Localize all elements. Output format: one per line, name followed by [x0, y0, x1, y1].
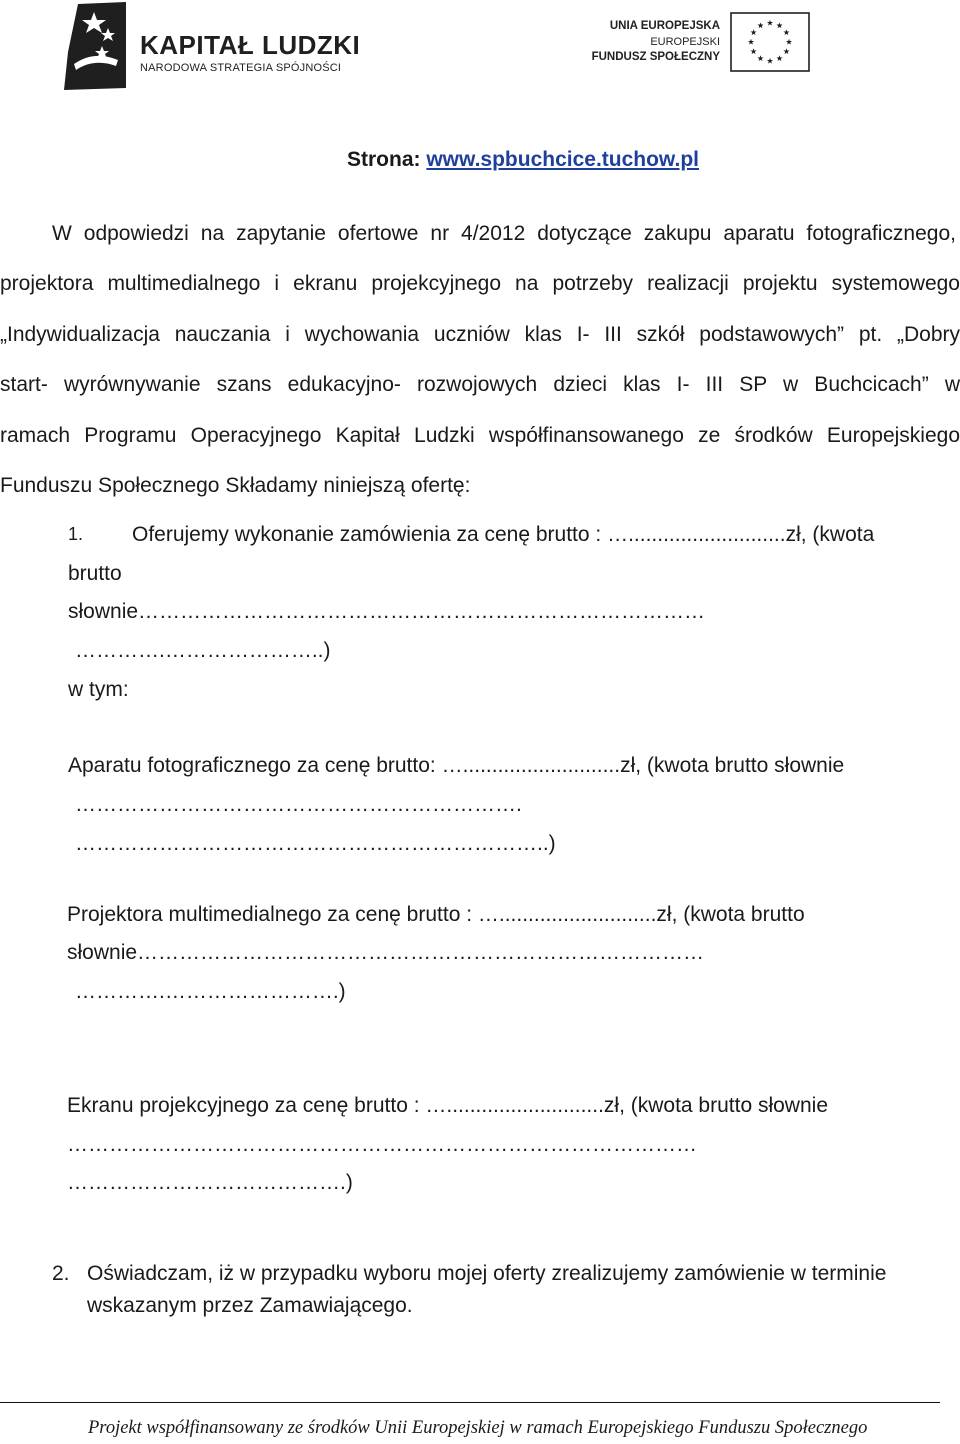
footer-divider [0, 1402, 940, 1403]
eu-logo-line3: FUNDUSZ SPOŁECZNY [591, 51, 720, 63]
intro-line-4: start- wyrównywanie szans edukacyjno- rozwojowych dzieci klas I- III SP w Buchcicach” w [0, 373, 960, 396]
intro-line-1: W odpowiedzi na zapytanie ofertowe nr 4/2012 dotyczące zakupu aparatu fotograficznego, [52, 222, 956, 245]
projector-words-line-1: słownie……………………………………………………………………… [67, 941, 705, 964]
camera-words-line-1: ………………………………………………………. [75, 793, 522, 816]
website-link[interactable]: www.spbuchcice.tuchow.pl [426, 148, 699, 171]
item-1-number: 1. [68, 524, 84, 544]
item-2-line-2: wskazanym przez Zamawiającego. [87, 1294, 413, 1317]
intro-line-5: ramach Programu Operacyjnego Kapitał Ludzki współfinansowanego ze środków Europejskiego [0, 424, 960, 447]
item-1-slownie-continued: ………….…………………..) [75, 639, 331, 662]
website-line [347, 148, 699, 172]
item-2-line-1: Oświadczam, iż w przypadku wyboru mojej oferty zrealizujemy zamówienie w terminie [87, 1262, 887, 1285]
projector-words-line-2: ………….…………………….) [75, 980, 346, 1003]
kapital-ludzki-logo-subtitle: NARODOWA STRATEGIA SPÓJNOŚCI [140, 62, 342, 74]
intro-line-3: „Indywidualizacja nauczania i wychowania uczniów klas I- III szkół podstawowych” pt. „Dobry [0, 323, 960, 346]
screen-words-line-1: ……………………………………………………………………………… [67, 1133, 697, 1156]
item-1-w-tym: w tym: [68, 678, 129, 701]
eu-logo-line2: EUROPEJSKI [650, 36, 720, 48]
intro-line-6: Funduszu Społecznego Składamy niniejszą ofertę: [0, 474, 471, 497]
footer-cofinancing-note: Projekt współfinansowany ze środków Unii Europejskiej w ramach Europejskiego Funduszu Społecznego [88, 1418, 868, 1438]
kapital-ludzki-logo-title: KAPITAŁ LUDZKI [140, 30, 361, 60]
item-2-number: 2. [52, 1262, 70, 1285]
item-1-slownie: słownie……………………………………………………………………… [68, 600, 706, 623]
kapital-ludzki-emblem-icon [64, 2, 126, 90]
eu-flag-icon [730, 12, 810, 72]
eu-social-fund-logo [591, 10, 812, 74]
kapital-ludzki-logo [64, 2, 361, 92]
screen-price-line: Ekranu projekcyjnego za cenę brutto : …...........................zł, (kwota brutto słownie [67, 1094, 828, 1117]
eu-logo-line1: UNIA EUROPEJSKA [609, 20, 720, 32]
screen-words-line-2: ………………………………….) [67, 1171, 353, 1194]
intro-line-2: projektora multimedialnego i ekranu projekcyjnego na potrzeby realizacji projektu systemowego [0, 272, 960, 295]
projector-price-line: Projektora multimedialnego za cenę brutto : …...........................zł, (kwota brutto [67, 903, 805, 926]
camera-price-line: Aparatu fotograficznego za cenę brutto: …...........................zł, (kwota brutto słownie [68, 754, 845, 777]
camera-words-line-2: …………………………………………………………..) [75, 832, 556, 855]
item-1-brutto: brutto [68, 562, 122, 585]
item-1-text: Oferujemy wykonanie zamówienia za cenę brutto : …...........................zł, (kwota [132, 523, 875, 546]
website-label: Strona: [347, 148, 421, 171]
